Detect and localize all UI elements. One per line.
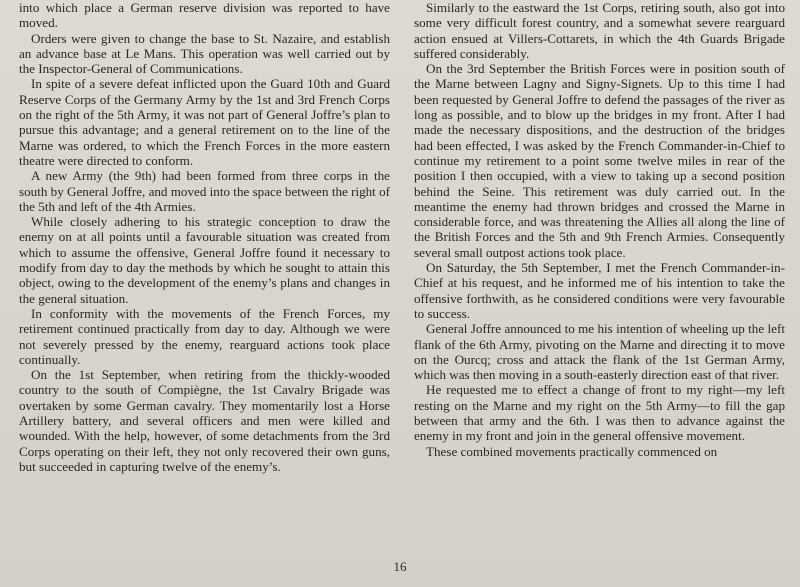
paragraph: In conformity with the movements of the French Forces, my retirement continued practically from day to day. Although we were not severely pressed by the enemy, rearguard actions took place continually. [19,305,390,367]
paragraph: On Saturday, the 5th September, I met the French Commander-in-Chief at his request, and he informed me of his intention to take the offensive forthwith, as he considered conditions were very favourable to success. [414,260,785,321]
paragraph: In spite of a severe defeat inflicted upon the Guard 10th and Guard Reserve Corps of the Germany Army by the 1st and 3rd French Corps on the right of the 5th Army, it was not part of General Joffre’s plan to pursue this advantage; and a general retirement on to the line of the Marne was ordered, to which the French Forces in the more eastern theatre were directed to conform. [19,76,390,168]
paragraph: General Joffre announced to me his intention of wheeling up the left flank of the 6th Army, pivoting on the Marne and directing it to move on the Ourcq; cross and attack the flank of the 1st German Army, which was then moving in a south-easterly direction east of that river. [414,321,785,383]
paragraph: Similarly to the eastward the 1st Corps, retiring south, also got into some very difficult forest country, and a somewhat severe rearguard action ensued at Villers-Cottarets, in which the 4th Guards Brigade suffered considerably. [414,0,785,61]
page-number: 16 [393,559,407,574]
paragraph: He requested me to effect a change of front to my right—my left resting on the Marne and my right on the 5th Army—to fill the gap between that army and the 6th. I was then to advance against the enemy in my front and join in the general offensive movement. [414,382,785,444]
paragraph: While closely adhering to his strategic conception to draw the enemy on at all points until a favourable situation was created from which to assume the offensive, General Joffre found it necessary to modify from day to day the methods by which he sought to attain this object, owing to the development of the enemy’s plans and changes in the general situation. [19,214,390,306]
paragraph: On the 1st September, when retiring from the thickly-wooded country to the south of Compiègne, the 1st Cavalry Brigade was overtaken by some German cavalry. They momentarily lost a Horse Artillery battery, and several officers and men were killed and wounded. With the help, however, of some detachments from the 3rd Corps operating on their left, they not only recovered their own guns, but succeeded in capturing twelve of the enemy’s. [19,367,390,474]
paragraph: A new Army (the 9th) had been formed from three corps in the south by General Joffre, and moved into the space between the right of the 5th and left of the 4th Armies. [19,168,390,214]
paragraph: Orders were given to change the base to St. Nazaire, and establish an advance base at Le Mans. This operation was well carried out by the Inspector-General of Communications. [19,30,390,77]
left-text-column [19,0,390,474]
paragraph: These combined movements practically commenced on [426,443,718,459]
paragraph: On the 3rd September the British Forces were in position south of the Marne between Lagny and Signy-Signets. Up to this time I had been requested by General Joffre to defend the passages of the river as long as possible, and to blow up the bridges in my front. After I had made the necessary dispositions, and the destruction of the bridges had been effected, I was asked by the French Commander-in-Chief to continue my retirement to a point some twelve miles in rear of the position I then occupied, with a view to taking up a second position behind the Seine. This retirement was duly carried out. In the meantime the enemy had thrown bridges and crossed the Marne in considerable force, and was threatening the Allies all along the line of the British Forces and the 5th and 9th French Armies. Consequently several small outpost actions took place. [414,61,785,260]
right-text-column [414,0,785,459]
paragraph: into which place a German reserve division was reported to have moved. [19,0,390,31]
